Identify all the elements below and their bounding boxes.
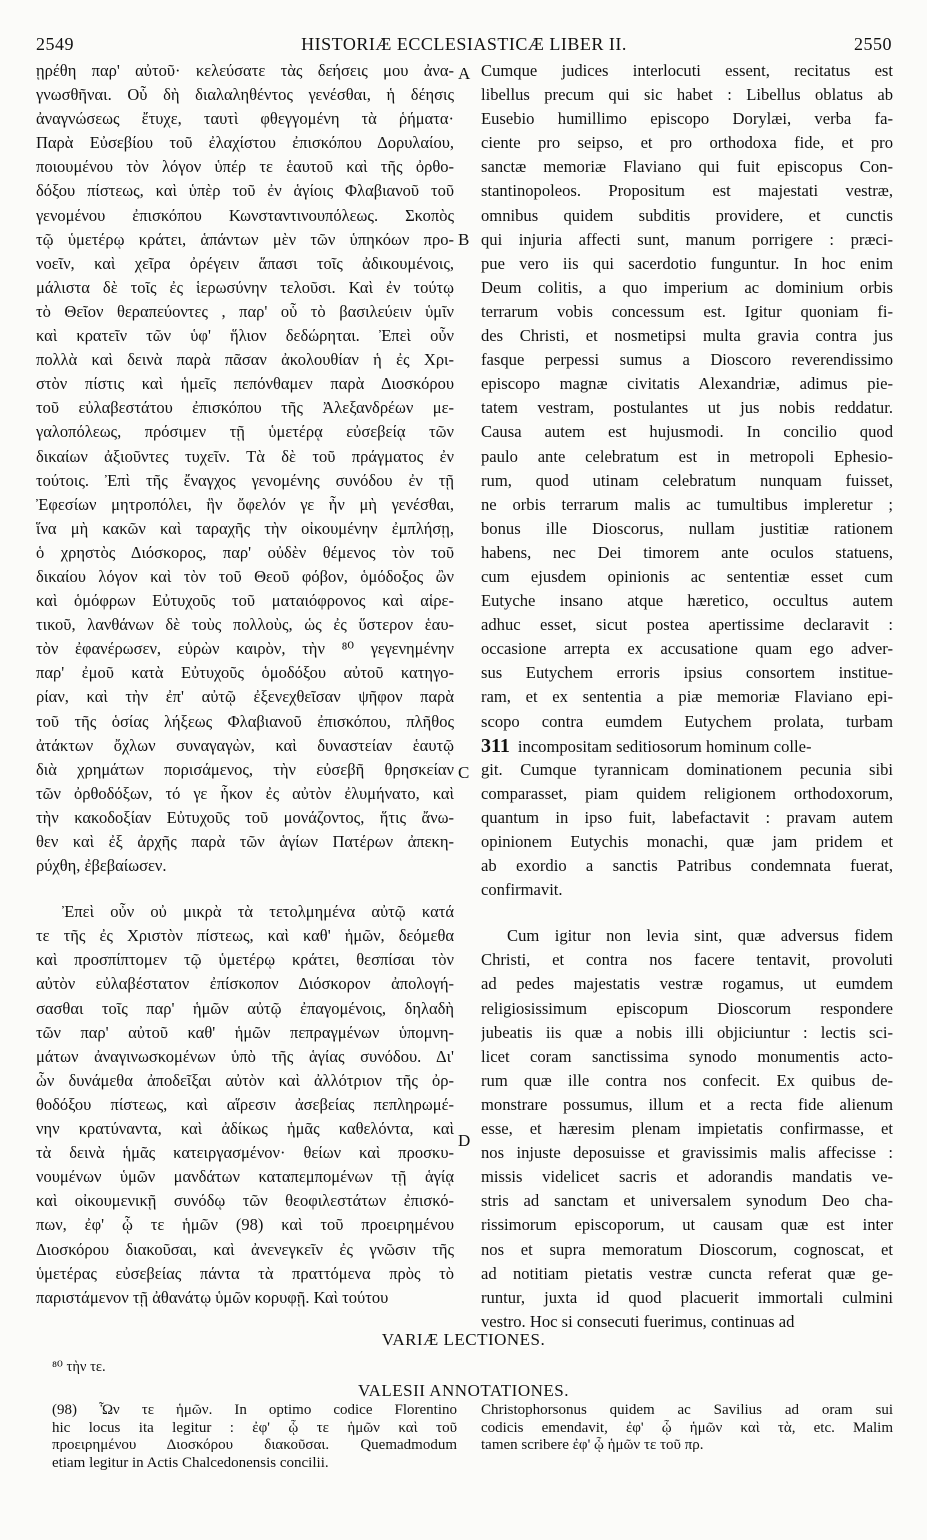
text-line: fasque perpessi sumus a Dioscoro reverendissimo [481,350,893,370]
variae-note: ⁸⁰ τὴν τε. [52,1359,106,1375]
text-line [481,734,893,758]
text-line: opinionem Eutychis monachi, quæ jam pridem et [481,832,893,851]
text-line: comparasset, piam quidem religionem orthodoxorum, [481,783,893,803]
text-line: γενομένου ἐπισκόπου Κωνσταντινουπόλεως. Σκοπὸς [36,205,454,225]
text-line: ἀναγνώσεως ἔτυχε, ταυτὶ φθεγγομένη τὰ ῥήματα· [36,109,454,129]
text-line: τοῦ τῆς ὁσίας λήξεως Φλαβιανοῦ ἐπισκόπου, πλῆθος [36,711,454,731]
text-line: ὑμετέρας εὐσεβείας πάντα τὰ πραττόμενα πρὸς τὸ [36,1263,454,1283]
text-line: νην κρατύναντα, καὶ ἀδίκως ἡμᾶς καθελόντα, καὶ [36,1119,454,1139]
text-line: confirmavit. [481,880,563,900]
text-line: cum ejusdem opinionis ac sententiæ esset cum [481,566,893,586]
text-line: vestro. Hoc si consecuti fuerimus, continuas ad [481,1311,795,1331]
text-line: sanctæ memoriæ Flaviano qui fuit episcopus Con- [481,157,893,177]
text-line: μάτων ἀναγινωσκομένων ὑπὸ τῆς ἁγίας συνόδου. Δι' [36,1046,454,1066]
annotation-line: προειρημένου Διοσκόρου διακοῦσαι. Quemadmodum [52,1437,457,1453]
running-head: HISTORIÆ ECCLESIASTICÆ LIBER II. [301,34,627,54]
text-line: τῶν παρ' αὐτοῦ καθ' ἡμῶν πεπραγμένων ὑπομνη- [36,1022,454,1042]
text-line: παριστάμενον τῇ ἀθανάτῳ ὑμῶν κορυφῇ. Καὶ τούτου [36,1287,389,1307]
annotation-line: codicis emendavit, ἐφ' ᾧ ἡμῶν καὶ τὰ, etc. Malim [481,1419,893,1436]
text-line: ab exordio a sanctis Patribus condemnata fuerat, [481,856,893,876]
text-line: libellus precum qui sic habet : Libellus oblatus ab [481,85,893,105]
text-line: Eusebio humillimo episcopo Dorylæi, verba fa- [481,109,893,129]
text-line: διὰ χρημάτων πορισάμενος, τὴν εὐσεβῆ θρησκείαν [36,759,454,779]
text-line: des Christi, et nosmetipsi multa gravia contra jus [481,326,893,346]
text-line: πων, ἐφ' ᾧ τε ἡμῶν (98) καὶ τοῦ προειρημένου [36,1215,454,1235]
annotation-right [481,1402,893,1455]
text-line: γαλοπόλεως, πρόσιμεν τῇ ὑμετέρᾳ εὐσεβείᾳ τῶν [36,422,454,442]
text-line: episcopo magnæ civitatis Alexandriæ, adimus pie- [481,374,893,394]
text-line: τὸν ἐφανέρωσεν, εὑρὼν καιρὸν, τὴν ⁸⁰ γεγενημένην [36,639,454,659]
text-line: θεν καὶ ἐξ ἀρχῆς παρὰ τῶν ἁγίων Πατέρων ἀπεκη- [36,832,454,851]
text-line: Ἐφεσίων μητροπόλει, ἣν ὄφελόν γε ἦν μὴ γενέσθαι, [36,494,454,514]
text-line: rum, quod utinam celebratum nunquam fuisset, [481,470,893,490]
text-line: καὶ κρατεῖν τῶν ὑφ' ἥλιον δεδώρηται. Ἐπεὶ οὖν [36,326,454,346]
text-line: τούτοις. Ἐπὶ τῆς ἔναγχος γενομένης συνόδου ἐν τῇ [36,470,454,490]
text-line: rissimorum episcoporum, ut causam quæ est inter [481,1215,893,1235]
text-line: καὶ οἰκουμενικῇ συνόδῳ τῶν θεοφιλεστάτων ἐπισκό- [36,1191,454,1211]
text-line: Eutyche insano atque hæretico, occultus autem [481,591,893,611]
page-number-right: 2550 [854,34,892,54]
text-line: qui injuria affecti sunt, manum porrigere : præci- [481,229,893,249]
text-line: runtur, juxta id quod placuerit immortali culmini [481,1287,893,1307]
column-number: 311 [481,734,510,757]
text-line: σασθαι τοῖς παρ' ἡμῶν αὐτῷ ἐπαγομένοις, δηλαδὴ [36,998,454,1018]
text-line: habens, nec Dei timorem ante oculos statuens, [481,542,893,562]
greek-column [36,59,454,1310]
text-line: ad notitiam pietatis vestræ cuncta referat quæ ge- [481,1263,893,1283]
text-line: Cumque judices interlocuti essent, recitatus est [481,61,893,80]
text-line: tatem vestram, postulantes ut jus nobis reddatur. [481,398,893,418]
text-line: Causa autem est hujusmodi. In concilio quod [481,422,893,442]
text-line: τε τῆς ἐς Χριστὸν πίστεως, καὶ καθ' ἡμῶν, δεόμεθα [36,926,454,946]
text-line: bonus ille Dioscorus, nullam justitiæ rationem [481,518,893,538]
text-line: ἀτάκτων ὄχλων συναγαγὼν, καὶ δυναστείαν ἑαυτῷ [36,735,454,755]
text-line: nos et supra memoratum Dioscorum, cognoscat, et [481,1239,893,1259]
text-line: monstrare possumus, illum et a recta fide alienum [481,1094,893,1114]
text-line: git. Cumque tyrannicam dominationem pecunia sibi [481,759,893,779]
margin-letter: D [458,1131,471,1150]
text-line: esse, et hæresim plenam impietatis confirmasse, et [481,1119,893,1139]
text-line: τὰ δεινὰ ἡμᾶς κατειργασμένον· θείων καὶ προσκυ- [36,1143,454,1163]
text-line: ρίαν, καὶ τὴν ἐπ' αὐτῷ ἐξενεχθεῖσαν ψῆφον παρὰ [36,687,454,707]
text-line: Ἐπεὶ οὖν οὐ μικρὰ τὰ τετολμημένα αὐτῷ κατά [62,902,454,922]
text-line: ne orbis terrarum malis ac tumultibus impleretur ; [481,494,893,514]
text-line: Deum colitis, a quo imperium ac dominium orbis [481,277,893,297]
annotation-left [52,1402,457,1472]
text-line: δικαίου λόγον καὶ τὸν τοῦ Θεοῦ φόβον, ὁμόδοξος ὢν [36,566,454,586]
text-line: adhuc esset, sicut postea apertissime declaravit : [481,615,893,635]
text-line: τῶν ὀρθοδόξων, τό γε ἧκον ἐς αὐτὸν ἐλυμήνατο, καὶ [36,783,454,803]
text-line: καὶ προσπίπτομεν τῷ ὑμετέρῳ κράτει, θεσπίσαι τὸν [36,950,454,970]
text-line: stris ad sanctam et universalem synodum Deo cha- [481,1191,893,1211]
text-line: ciente pro seipso, et pro orthodoxa fide, et pro [481,133,893,153]
text-line: καὶ ὁμόφρων Εὐτυχοῦς τοῦ ματαιόφρονος καὶ αἱρε- [36,591,454,611]
text-line: μάλιστα δὲ τοῖς ἐς ἱερωσύνην τελοῦσι. Καὶ ἐν τούτῳ [36,277,454,297]
text-line: Christi, et contra nos facere tentavit, provoluti [481,950,893,970]
text-line: δικαίων ἀξιοῦντες τυχεῖν. Τὰ δὲ τοῦ πράγματος ἐν [36,446,454,466]
text-line: sus Eutychem erroris ipsius consortem institue- [481,663,893,683]
text-line: πολλὰ καὶ δεινὰ παρὰ πᾶσαν ἀκολουθίαν ἡ ἐς Χρι- [36,350,454,370]
text-line: ρύχθη, ἐβεβαίωσεν. [36,856,167,876]
text-line: Παρὰ Εὐσεβίου τοῦ ἐλαχίστου ἐπισκόπου Δορυλαίου, [36,133,454,153]
text-line: scopo contra eumdem Eutychem prolata, turbam [481,711,893,731]
text-line: ῃρέθη παρ' αὐτοῦ· κελεύσατε τὰς δεήσεις μου ἀνα- [36,61,454,80]
text-line: θοδόξου πίστεως, καὶ αἵρεσιν ἀσεβείας πεπληρωμέ- [36,1094,454,1114]
text-line: τῷ ὑμετέρῳ κράτει, ἁπάντων μὲν τῶν ὑπηκόων προ- [36,229,454,249]
annotation-line: hic locus ita legitur : ἐφ' ᾧ τε ἡμῶν καὶ τοῦ [52,1419,457,1436]
annotation-line: etiam legitur in Actis Chalcedonensis concilii. [52,1454,329,1471]
text-line: παρ' ἐμοῦ κατὰ Εὐτυχοῦς ὁμοδόξου αὐτοῦ κατηγο- [36,663,454,683]
text-line: jubeatis iis quæ a nobis illi objiciuntur : lectis sci- [481,1022,893,1042]
text-line: rum quæ ille contra nos confecit. Ex quibus de- [481,1070,893,1090]
text-line: τὴν κακοδοξίαν Εὐτυχοῦς τοῦ μονάζοντος, ἥτις ἄνω- [36,807,454,827]
text-line: δόξου πίστεως, καὶ ὑπὲρ τοῦ ἐν ἁγίοις Φλαβιανοῦ τοῦ [36,181,454,201]
text-line: licet coram sanctissima synodo monumentis acto- [481,1046,893,1066]
margin-letter: C [458,763,470,782]
annotation-line: tamen scribere ἐφ' ᾧ ἡμῶν τε τοῦ πρ. [481,1437,704,1453]
text-line: terrarum vobis concessum est. Igitur quoniam fi- [481,301,893,321]
valesii-heading: VALESII ANNOTATIONES. [358,1381,569,1400]
text-line: nos injuste deposuisse et gravissimis malis affecisse : [481,1143,893,1163]
text-line: νοεῖν, καὶ χεῖρα ὀρέγειν ἅπασι τοῖς ἀδικουμένοις, [36,253,454,273]
text-line: Διοσκόρου διακοῦσαι, καὶ ἀνενεγκεῖν ἐς γνῶσιν τῆς [36,1239,454,1259]
text-line: quantum in ipso fuit, labefactavit : pravam autem [481,807,893,827]
text-line: ὧν δυνάμεθα ἀποδεῖξαι αὐτὸν καὶ ἀλλότριον τῆς ὀρ- [36,1070,454,1090]
annotation-line: Christophorsonus quidem ac Savilius ad oram sui [481,1402,893,1418]
text-line: paulo ante celebratum est in metropoli Ephesio- [481,446,893,466]
margin-letter: A [458,64,471,83]
text-line: στὸν πίστις καὶ ἡμεῖς πεπόνθαμεν παρὰ Διοσκόρου [36,374,454,394]
text-line: ram, et ex sententia a piæ memoriæ Flaviano epi- [481,687,893,707]
text-line: τὸ Θεῖον θεραπεύοντες , παρ' οὗ τὸ βασιλεύειν ὑμῖν [36,301,454,321]
text-line: αὐτὸν εὐλαβέστατον ἐπίσκοπον Διόσκορον ἀπολογή- [36,974,454,994]
page-number-left: 2549 [36,34,74,54]
text-line-content: incompositam seditiosorum hominum colle- [517,736,812,756]
text-line: ad pedes majestatis vestræ rogamus, ut eumdem [481,974,893,994]
text-line: Cum igitur non levia sint, quæ adversus fidem [507,926,893,946]
text-line: omnibus quidem subditis providere, et cunctis [481,205,893,225]
text-line: ὁ χρηστὸς Διόσκορος, παρ' οὐδὲν θέμενος τὸν τοῦ [36,542,454,562]
text-line: missis videlicet sacris et adorandis mandatis ve- [481,1167,893,1187]
text-line: τοῦ εὐλαβεστάτου ἐπισκόπου τῆς Ἀλεξανδρέων με- [36,398,454,418]
text-line: occasione arrepta ex accusatione quam ego adver- [481,639,893,659]
margin-letter: B [458,230,470,249]
variae-heading: VARIÆ LECTIONES. [381,1330,546,1349]
text-line: ἵνα μὴ κακῶν καὶ ταραχῆς τὴν οἰκουμένην ἐμπλήσῃ, [36,518,454,538]
text-line: religiosissimum episcopum Dioscorum respondere [481,998,893,1018]
text-line: pue vero iis qui sacerdotio funguntur. In hoc enim [481,253,893,273]
page-header [36,34,892,58]
text-line: ποιουμένου τὸν λόγον ὑπέρ τε ἑαυτοῦ καὶ τῆς ὀρθο- [36,157,454,177]
text-line: γνωσθῆναι. Οὗ δὴ διαλαληθέντος γενέσθαι, ἡ δέησις [36,85,454,105]
text-line: νουμένων ὑμῶν μανδάτων καταπεμπομένων τῇ ἁγίᾳ [36,1167,454,1187]
annotation-line: (98) Ὧν τε ἡμῶν. In optimo codice Florentino [52,1402,457,1418]
text-line: τικοῦ, λανθάνων δὲ τοὺς πολλοὺς, ὡς ἐς ὕστερον ἑαυ- [36,615,454,635]
text-line: stantinopoleos. Propositum est majestati vestræ, [481,181,893,201]
latin-column [481,59,893,1334]
